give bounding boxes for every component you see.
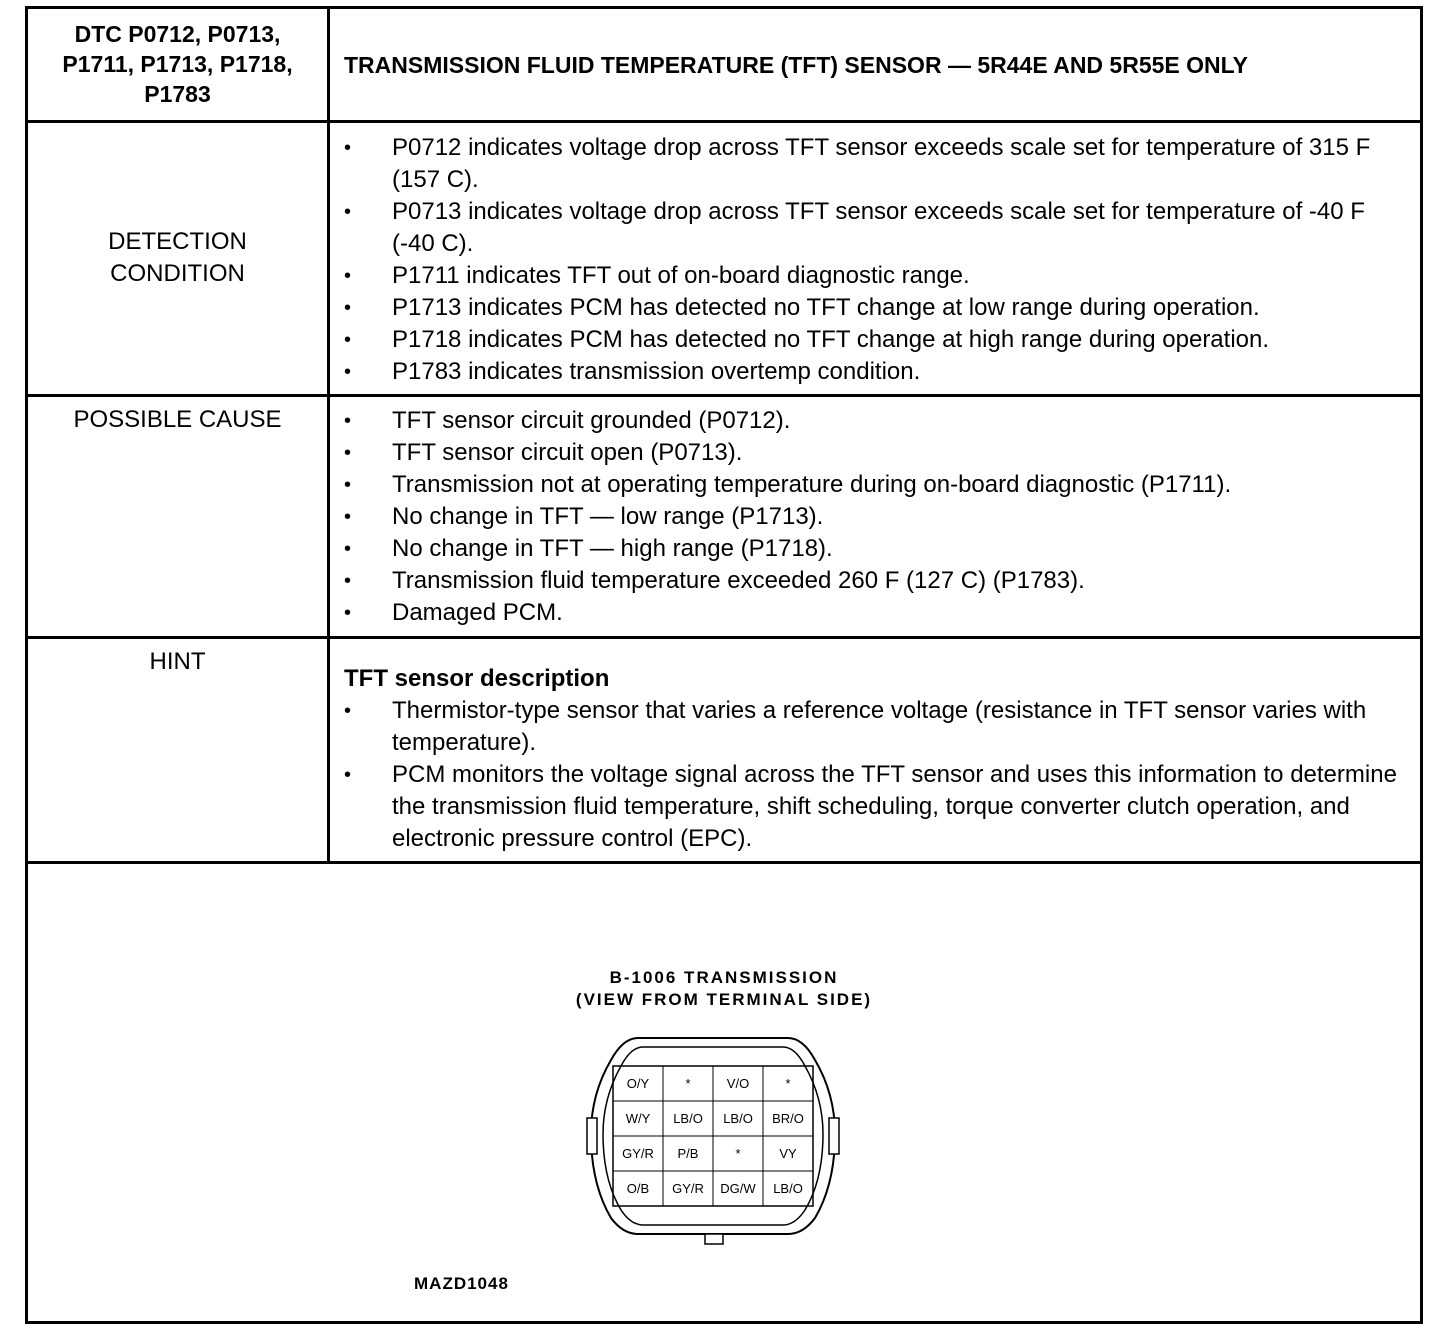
detection-list [330, 132, 1420, 388]
list-item-text: Damaged PCM. [392, 599, 563, 626]
list-item [330, 356, 1420, 388]
bullet-icon: • [344, 297, 352, 319]
hint-list [330, 695, 1420, 855]
list-item-text: PCM monitors the voltage signal across the TFT sensor and uses this information to determine the transmission fluid temperature, shift scheduling, torque converter clutch operation, and electronic pressure control (EPC). [392, 761, 1397, 852]
list-item [330, 469, 1420, 501]
list-item-text: Transmission fluid temperature exceeded 260 F (127 C) (P1783). [392, 567, 1085, 594]
terminal-label: * [685, 1076, 691, 1091]
terminal-label: GY/R [622, 1146, 654, 1161]
terminal-label: GY/R [672, 1181, 704, 1196]
list-item-text: No change in TFT — high range (P1718). [392, 535, 833, 562]
list-item [330, 260, 1420, 292]
connector-latch-right [829, 1118, 839, 1154]
list-item [330, 437, 1420, 469]
cause-row [28, 397, 1420, 639]
bullet-icon: • [344, 506, 352, 528]
figure-code: MAZD1048 [414, 1274, 509, 1293]
terminal-label: * [735, 1146, 741, 1161]
bullet-icon: • [344, 201, 352, 223]
terminal-label: V/O [726, 1076, 750, 1091]
hint-row [28, 639, 1420, 864]
terminal-label: BR/O [772, 1111, 804, 1126]
dtc-codes-line: P1711, P1713, P1718, [62, 51, 293, 77]
terminal-label: W/Y [625, 1111, 651, 1126]
list-item-text: P0712 indicates voltage drop across TFT sensor exceeds scale set for temperature of 315 F (157 C). [392, 134, 1371, 193]
list-item-text: P1711 indicates TFT out of on-board diagnostic range. [392, 262, 970, 289]
terminal-label: LB/O [723, 1111, 753, 1126]
bullet-icon: • [344, 538, 352, 560]
bullet-icon: • [344, 137, 352, 159]
terminal-label: O/Y [626, 1076, 650, 1091]
list-item-text: TFT sensor circuit open (P0713). [392, 439, 743, 466]
page-title: TRANSMISSION FLUID TEMPERATURE (TFT) SENSOR — 5R44E AND 5R55E ONLY [344, 51, 1248, 78]
terminal-label: O/B [626, 1181, 650, 1196]
detection-label: DETECTION [108, 228, 247, 255]
list-item [330, 405, 1420, 437]
list-item-text: TFT sensor circuit grounded (P0712). [392, 407, 791, 434]
cause-content-cell [330, 397, 1420, 636]
list-item [330, 132, 1420, 196]
terminal-label: LB/O [773, 1181, 803, 1196]
list-item [330, 565, 1420, 597]
list-item-text: P0713 indicates voltage drop across TFT sensor exceeds scale set for temperature of -40 F (-40 C). [392, 198, 1365, 257]
list-item-text: P1783 indicates transmission overtemp condition. [392, 358, 921, 385]
connector-key [705, 1234, 723, 1244]
list-item-text: P1713 indicates PCM has detected no TFT change at low range during operation. [392, 294, 1260, 321]
detection-content-cell [330, 123, 1420, 394]
hint-title: TFT sensor description [344, 665, 610, 692]
bullet-icon: • [344, 442, 352, 464]
connector-diagram-section [28, 864, 1420, 1321]
hint-label-cell [28, 639, 330, 861]
list-item [330, 533, 1420, 565]
list-item [330, 324, 1420, 356]
dtc-codes-line: DTC P0712, P0713, [74, 21, 281, 47]
bullet-icon: • [344, 361, 352, 383]
detection-label: CONDITION [110, 260, 245, 287]
list-item [330, 196, 1420, 260]
list-item [330, 597, 1420, 629]
list-item [330, 292, 1420, 324]
detection-row [28, 123, 1420, 397]
connector-latch-left [587, 1118, 597, 1154]
terminal-label: LB/O [673, 1111, 703, 1126]
bullet-icon: • [344, 474, 352, 496]
list-item-text: Transmission not at operating temperature during on-board diagnostic (P1711). [392, 471, 1232, 498]
title-cell [330, 9, 1420, 120]
hint-content-cell [330, 639, 1420, 861]
bullet-icon: • [344, 602, 352, 624]
cause-list [330, 405, 1420, 629]
dtc-codes-cell [28, 9, 330, 120]
connector-title-line: B-1006 TRANSMISSION [609, 968, 839, 987]
header-row [28, 9, 1420, 123]
bullet-icon: • [344, 700, 352, 722]
terminal-grid [613, 1066, 813, 1206]
connector-diagram [563, 1034, 863, 1254]
bullet-icon: • [344, 570, 352, 592]
terminal-label: * [785, 1076, 791, 1091]
bullet-icon: • [344, 410, 352, 432]
bullet-icon: • [344, 329, 352, 351]
list-item-text: No change in TFT — low range (P1713). [392, 503, 824, 530]
detection-label-cell [28, 123, 330, 394]
connector-title [28, 967, 1420, 1011]
list-item-text: P1718 indicates PCM has detected no TFT change at high range during operation. [392, 326, 1270, 353]
list-item [330, 759, 1420, 855]
cause-label-cell [28, 397, 330, 636]
list-item-text: Thermistor-type sensor that varies a reference voltage (resistance in TFT sensor varies with temperature). [392, 697, 1367, 756]
connector-title-line: (VIEW FROM TERMINAL SIDE) [575, 990, 873, 1009]
list-item [330, 501, 1420, 533]
dtc-codes-line: P1783 [144, 81, 211, 107]
terminal-label: VY [779, 1146, 797, 1161]
terminal-label: P/B [677, 1146, 699, 1161]
hint-label: HINT [149, 648, 206, 675]
cause-label: POSSIBLE CAUSE [73, 406, 282, 433]
terminal-label: DG/W [720, 1181, 756, 1196]
dtc-sheet [25, 6, 1423, 1324]
bullet-icon: • [344, 265, 352, 287]
list-item [330, 695, 1420, 759]
bullet-icon: • [344, 764, 352, 786]
